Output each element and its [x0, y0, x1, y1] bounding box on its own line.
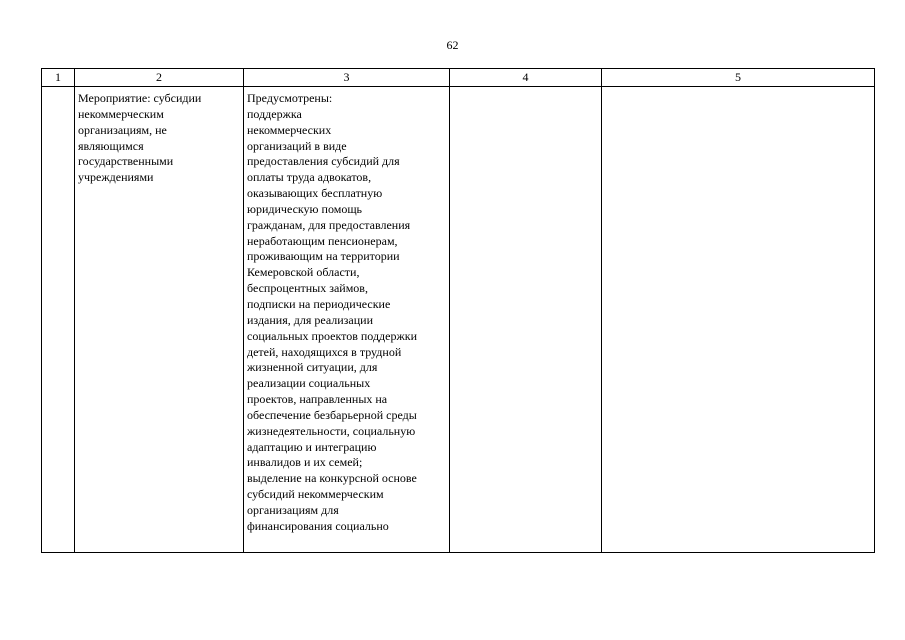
row-number-cell	[42, 87, 75, 553]
page-number: 62	[446, 38, 459, 52]
column-5-cell	[602, 87, 875, 553]
column-header-5: 5	[602, 69, 875, 87]
description-text: Предусмотрены: поддержка некоммерческих организаций в виде предоставления субсидий для оплаты труда адвокатов, оказывающих бесплатную юридическую помощь гражданам, для предоставления неработающим пенсионерам, проживающим на территории Кемеровской области, беспроцентных займов, подписки на периодические издания, для реализации социальных проектов поддержки детей, находящихся в трудной жизненной ситуации, для реализации социальных проектов, направленных на обеспечение безбарьерной среды жизнедеятельности, социальную адаптацию и интеграцию инвалидов и их семей; выделение на конкурсной основе субсидий некоммерческим организациям для финансирования социально	[247, 91, 418, 533]
table-row	[42, 87, 875, 553]
column-header-3: 3	[244, 69, 450, 87]
column-header-4: 4	[450, 69, 602, 87]
column-header-1: 1	[42, 69, 75, 87]
measure-cell	[75, 87, 244, 553]
column-4-cell	[450, 87, 602, 553]
measure-text: Мероприятие: субсидии некоммерческим организациям, не являющимся государственными учреждениями	[78, 91, 202, 185]
header-row	[42, 69, 875, 87]
program-table	[41, 68, 875, 553]
description-cell	[244, 87, 450, 553]
column-header-2: 2	[75, 69, 244, 87]
